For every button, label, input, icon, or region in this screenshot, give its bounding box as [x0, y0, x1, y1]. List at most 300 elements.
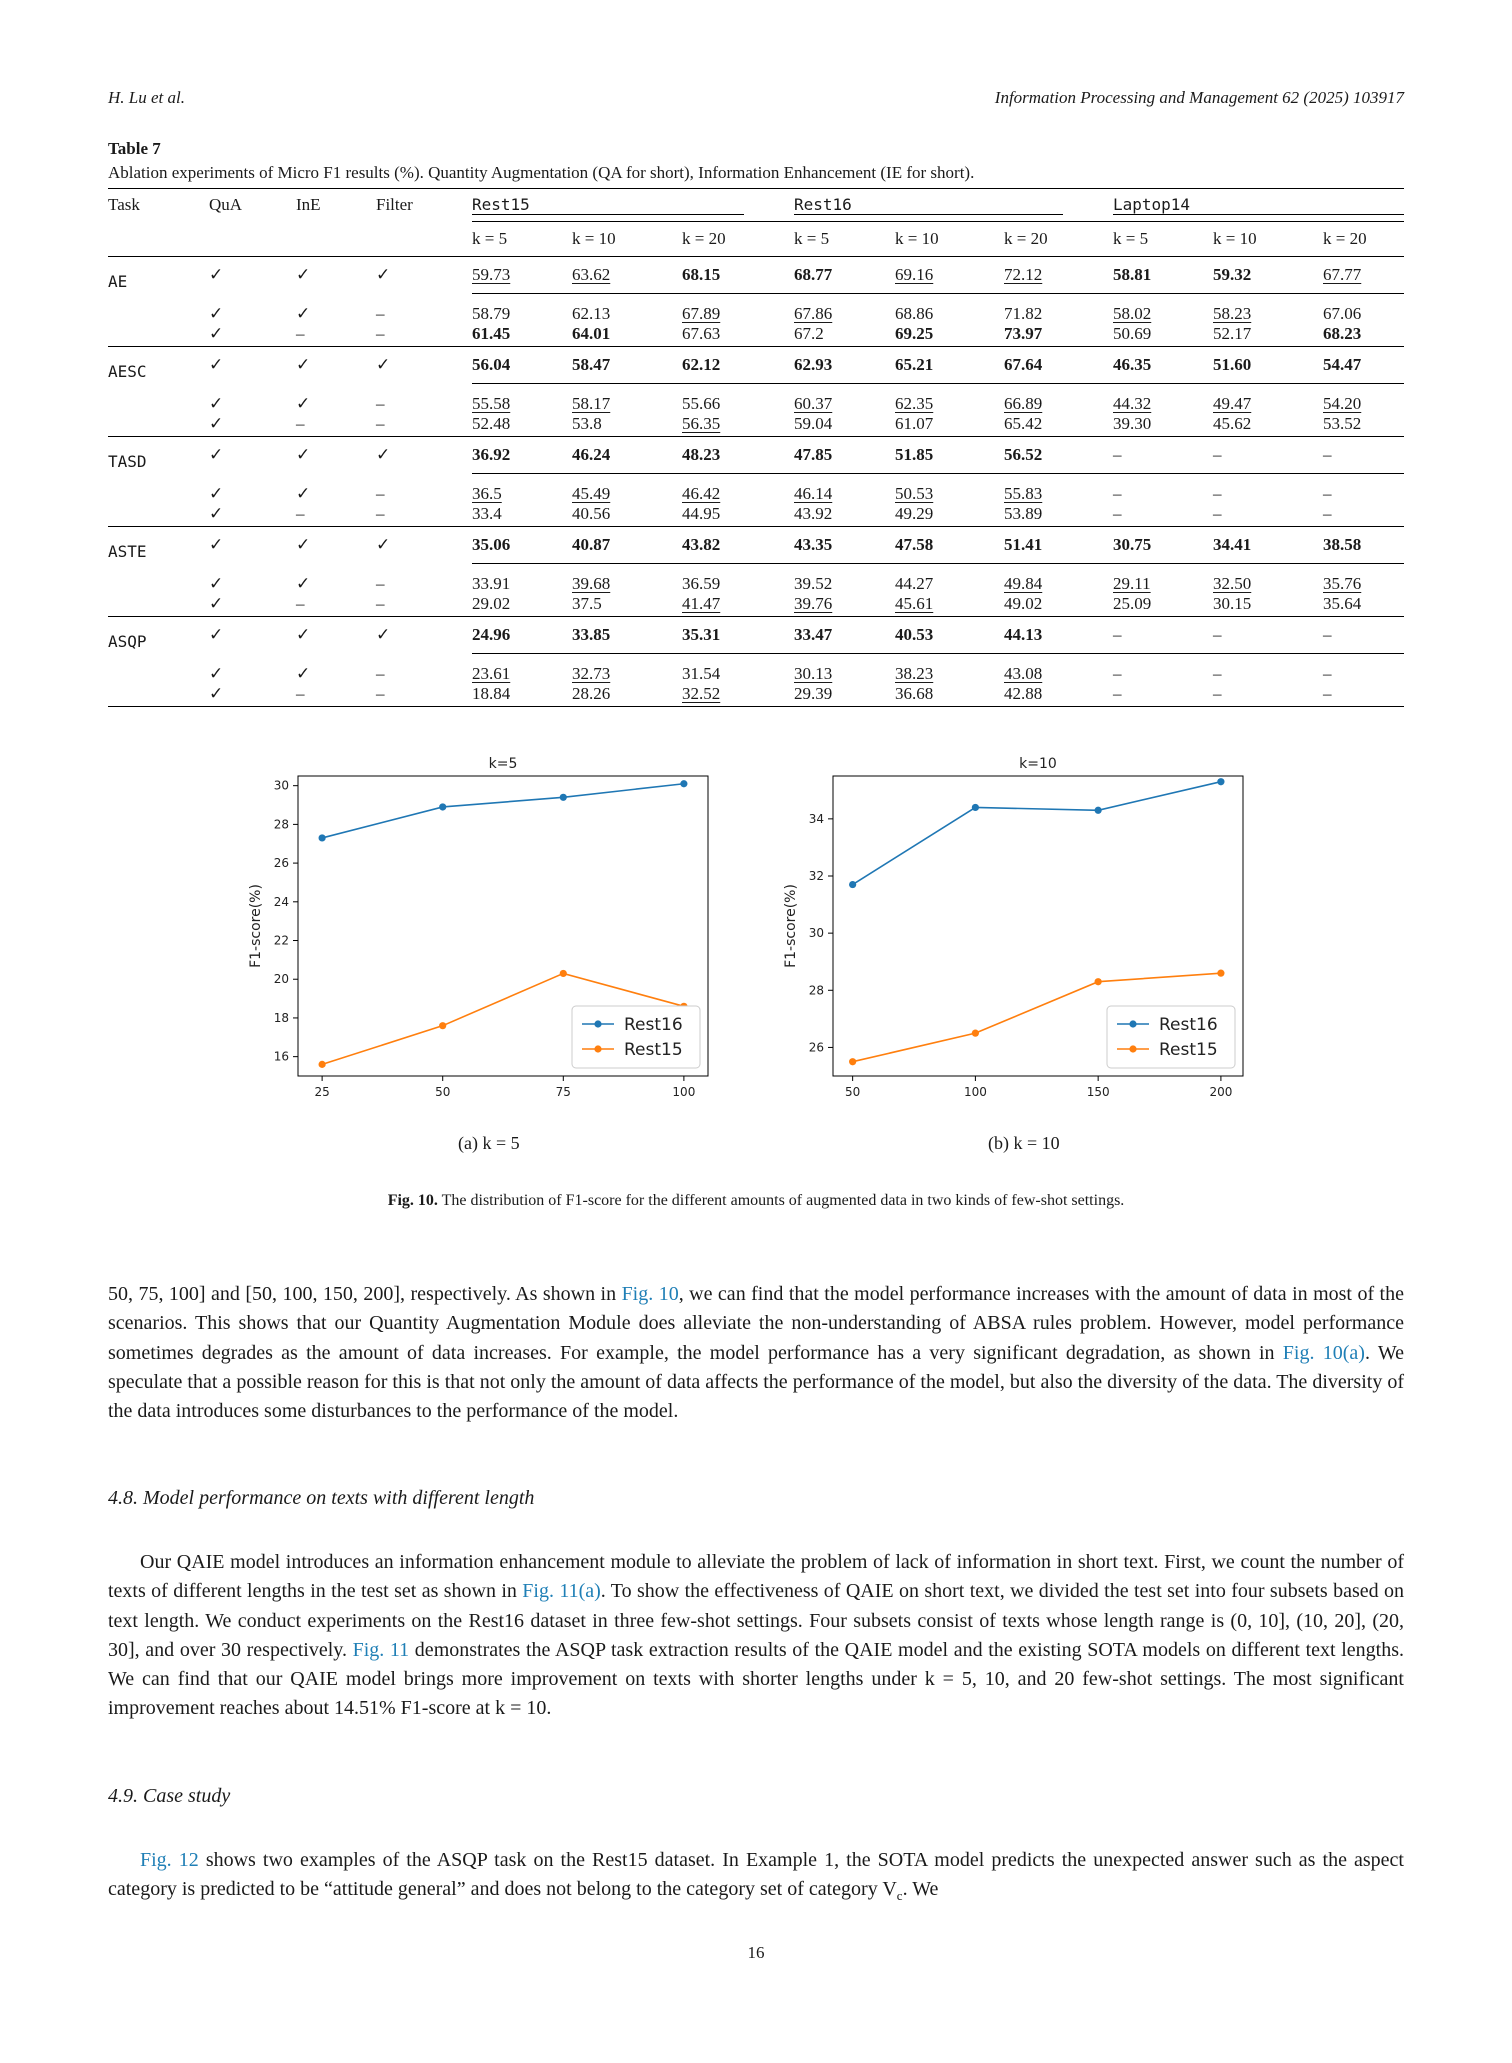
table-cell: 33.47 [794, 625, 833, 644]
flag-cell: ✓ [296, 304, 311, 323]
flag-cell: ✓ [209, 257, 296, 294]
link-fig12[interactable]: Fig. 12 [140, 1849, 199, 1871]
para3-text-a: shows two examples of the ASQP task on the Rest15 dataset. In Example 1, the SOTA model predicts the unexpected answer such as the aspect category is predicted to be “attitude general” and does not belong to the category set of category V [108, 1849, 1404, 1901]
y-tick-label: 18 [273, 1010, 289, 1025]
flag-cell: – [296, 684, 376, 707]
chart-k5 [248, 748, 718, 1108]
y-tick-label: 22 [273, 933, 289, 948]
table-cell: 39.30 [1113, 414, 1152, 433]
table-cell: – [1113, 484, 1122, 503]
flag-cell: ✓ [209, 324, 224, 343]
table-cell: 64.01 [572, 324, 611, 343]
table-cell: 68.77 [794, 265, 833, 284]
table-cell: 32.52 [682, 684, 721, 703]
table-cell: 71.82 [1004, 304, 1043, 323]
table-cell: 29.11 [1113, 574, 1151, 593]
table-cell: 35.06 [472, 535, 511, 554]
table-cell: 50.69 [1113, 324, 1152, 343]
running-header [108, 88, 1404, 112]
link-fig10a[interactable]: Fig. 10(a) [1282, 1341, 1365, 1364]
col-header-ine: InE [296, 189, 376, 222]
table-cell: 49.02 [1004, 594, 1043, 613]
table-cell: 42.88 [1004, 684, 1043, 703]
flag-cell: ✓ [209, 617, 296, 654]
table-cell: 67.89 [682, 304, 721, 323]
flag-cell: ✓ [296, 617, 376, 654]
table-cell: 69.25 [895, 324, 934, 343]
legend-label: Rest15 [1159, 1040, 1218, 1060]
table-cell: 40.87 [572, 535, 611, 554]
table-cell: 36.5 [472, 484, 502, 503]
subcaption-b: (b) k = 10 [988, 1133, 1060, 1153]
flag-cell: – [296, 324, 305, 343]
table-row [108, 414, 1404, 437]
task-label: ASTE [108, 541, 147, 561]
flag-cell: ✓ [296, 437, 376, 474]
data-point [1217, 970, 1224, 977]
table-cell: 29.39 [794, 684, 833, 703]
flag-cell: ✓ [296, 257, 376, 294]
table-cell: 35.31 [682, 625, 721, 644]
table-cell: 65.21 [895, 355, 934, 374]
table-cell: – [1213, 445, 1222, 464]
flag-cell: ✓ [209, 574, 224, 593]
flag-cell: ✓ [209, 504, 224, 523]
table-cell: – [1213, 625, 1222, 644]
table-cell: 51.41 [1004, 535, 1043, 554]
group-header-rest16: Rest16 [794, 195, 1063, 215]
table-cell: 45.49 [572, 484, 611, 503]
table-title: Table 7 [108, 139, 161, 158]
table-cell: 61.45 [472, 324, 511, 343]
y-tick-label: 30 [273, 778, 289, 793]
table-cell: 59.32 [1213, 265, 1252, 284]
table-cell: 43.35 [794, 535, 833, 554]
figure-caption-text: The distribution of F1-score for the different amounts of augmented data in two kinds of few-shot settings. [441, 1192, 1125, 1209]
table-cell: – [1323, 625, 1332, 644]
table-cell: 68.86 [895, 304, 934, 323]
table-cell: 53.8 [572, 414, 602, 433]
table-cell: 50.53 [895, 484, 934, 503]
data-point [319, 834, 326, 841]
y-tick-label: 28 [273, 817, 289, 832]
para2-text-a: Our QAIE model introduces an information enhancement module to alleviate the problem of lack of information in short text. First, we count the number of texts of different lengths in the test set as shown in [108, 1551, 1404, 1603]
table-cell: 58.81 [1113, 265, 1152, 284]
table-cell: 45.62 [1213, 414, 1252, 433]
flag-cell: ✓ [209, 394, 224, 413]
legend-marker [594, 1020, 601, 1027]
flag-cell: – [296, 504, 305, 523]
x-tick-label: 150 [1086, 1085, 1110, 1099]
k-header: k = 10 [895, 222, 1004, 257]
flag-cell: – [376, 684, 472, 707]
table-cell: 28.26 [572, 684, 611, 703]
k-header: k = 5 [472, 222, 572, 257]
flag-cell: ✓ [209, 664, 224, 683]
flag-cell: ✓ [209, 347, 296, 384]
chart-svg [248, 748, 718, 1108]
table-cell: 35.64 [1323, 594, 1362, 613]
table-cell: – [1213, 684, 1222, 703]
task-label: AE [108, 271, 128, 291]
chart-k10 [783, 748, 1253, 1108]
data-point [1095, 807, 1102, 814]
flag-cell: ✓ [296, 394, 311, 413]
table-cell: 55.83 [1004, 484, 1043, 503]
table-row [108, 654, 1404, 685]
table-cell: 62.13 [572, 304, 611, 323]
table-cell: 54.47 [1323, 355, 1362, 374]
table-cell: 49.84 [1004, 574, 1043, 593]
table-row [108, 347, 1404, 384]
paragraph-results [108, 1280, 1404, 1426]
table-cell: 37.5 [572, 594, 602, 613]
table-cell: 46.42 [682, 484, 721, 503]
task-label: AESC [108, 361, 147, 381]
table-cell: 46.24 [572, 445, 611, 464]
table-cell: 59.73 [472, 265, 511, 284]
group-header-laptop14: Laptop14 [1113, 195, 1404, 215]
table-cell: 39.52 [794, 574, 833, 593]
table-cell: 44.27 [895, 574, 934, 593]
table-cell: 39.68 [572, 574, 611, 593]
table-cell: 33.85 [572, 625, 611, 644]
table-cell: 58.47 [572, 355, 611, 374]
table-row [108, 617, 1404, 654]
table-caption: Ablation experiments of Micro F1 results (%). Quantity Augmentation (QA for short), Information Enhancement (IE for short). [108, 163, 975, 182]
table-cell: – [1213, 504, 1222, 523]
legend-marker [1129, 1020, 1136, 1027]
data-point [439, 1022, 446, 1029]
k-header: k = 10 [572, 222, 682, 257]
table-cell: 32.73 [572, 664, 611, 683]
flag-cell: – [376, 594, 385, 613]
y-axis-label: F1-score(%) [248, 884, 264, 968]
table-cell: – [1113, 504, 1122, 523]
table-cell: 53.89 [1004, 504, 1043, 523]
flag-cell: – [296, 414, 305, 433]
y-tick-label: 24 [273, 894, 289, 909]
table-cell: 73.97 [1004, 324, 1043, 343]
table-cell: 45.61 [895, 594, 934, 613]
table-cell: 30.13 [794, 664, 833, 683]
flag-cell: ✓ [376, 617, 472, 654]
table-cell: – [1213, 664, 1222, 683]
table-cell: 62.35 [895, 394, 934, 413]
table-cell: 18.84 [472, 684, 511, 703]
table-cell: – [1323, 484, 1332, 503]
y-axis-label: F1-score(%) [783, 884, 799, 968]
table-row [108, 437, 1404, 474]
table-cell: 59.04 [794, 414, 833, 433]
table-cell: 52.48 [472, 414, 511, 433]
table-cell: 23.61 [472, 664, 511, 683]
table-cell: 36.68 [895, 684, 934, 703]
data-point [1217, 778, 1224, 785]
chart-title: k=5 [488, 756, 518, 772]
table-cell: 41.47 [682, 594, 721, 613]
table-row [108, 257, 1404, 294]
para2-text-c: demonstrates the ASQP task extraction results of the QAIE model and the existing SOTA models on different text lengths. We can find that our QAIE model brings more improvement on texts with shorter lengths under k = 5, 10, and 20 few-shot settings. The most significant improvement reaches about 14.51% F1-score at k = 10. [108, 1638, 1404, 1720]
flag-cell: ✓ [209, 414, 224, 433]
flag-cell: ✓ [209, 594, 224, 613]
table-cell: 53.52 [1323, 414, 1362, 433]
flag-cell: ✓ [296, 484, 311, 503]
flag-cell: ✓ [209, 527, 296, 564]
table-cell: 29.02 [472, 594, 511, 613]
table-cell: 55.66 [682, 394, 721, 413]
table-cell: 60.37 [794, 394, 833, 413]
table-cell: 67.86 [794, 304, 833, 323]
table-cell: 46.35 [1113, 355, 1152, 374]
x-tick-label: 50 [845, 1085, 861, 1099]
table-cell: 51.85 [895, 445, 934, 464]
page-number: 16 [747, 1943, 765, 1962]
y-tick-label: 34 [808, 811, 824, 826]
legend-marker [1129, 1045, 1136, 1052]
header-authors: H. Lu et al. [108, 88, 185, 107]
table-cell: 66.89 [1004, 394, 1043, 413]
table-cell: 44.13 [1004, 625, 1043, 644]
table-cell: 40.56 [572, 504, 611, 523]
table-cell: 48.23 [682, 445, 721, 464]
chart-svg [783, 748, 1253, 1108]
table-row [108, 527, 1404, 564]
series-line-rest16 [853, 782, 1221, 885]
table-cell: 58.79 [472, 304, 511, 323]
flag-cell: – [376, 394, 385, 413]
header-journal: Information Processing and Management 62 (2025) 103917 [994, 88, 1404, 107]
table-cell: 39.76 [794, 594, 833, 613]
para3-subscript: c [896, 1888, 903, 1904]
table-cell: – [1213, 484, 1222, 503]
flag-cell: – [376, 664, 385, 683]
table-cell: 40.53 [895, 625, 934, 644]
table-cell: 47.85 [794, 445, 833, 464]
paragraph-case-study [108, 1846, 1404, 1911]
table-cell: 36.92 [472, 445, 511, 464]
table-cell: – [1113, 445, 1122, 464]
table-cell: – [1323, 504, 1332, 523]
paragraph-text-length [108, 1548, 1404, 1724]
k-header: k = 5 [794, 222, 895, 257]
table-cell: 67.63 [682, 324, 721, 343]
para2-text-b: . To show the effectiveness of QAIE on short text, we divided the test set into four subsets based on text length. We conduct experiments on the Rest16 dataset in three few-shot settings. Four subsets consist of texts whose length range is (0, 10], (10, 20], (20, 30], and over 30 respectively. [108, 1580, 1404, 1661]
table-cell: 49.29 [895, 504, 934, 523]
flag-cell: – [376, 304, 385, 323]
table-cell: 35.76 [1323, 574, 1362, 593]
section-heading-4-8: 4.8. Model performance on texts with different length [108, 1487, 535, 1509]
x-tick-label: 25 [314, 1085, 330, 1099]
para3-text-b: . We [902, 1878, 939, 1901]
para1-text-b: , we can find that the model performance increases with the amount of data in most of the scenarios. This shows that our Quantity Augmentation Module does alleviate the non-understanding of ABSA rules problem. However, model performance sometimes degrades as the amount of data increases. For example, the model performance has a very significant degradation, as shown in [108, 1283, 1404, 1364]
legend-label: Rest16 [1159, 1015, 1218, 1035]
col-header-filter: Filter [376, 189, 472, 222]
legend-label: Rest16 [624, 1015, 683, 1035]
table-cell: 68.15 [682, 265, 721, 284]
table-row [108, 684, 1404, 707]
table-cell: 56.35 [682, 414, 721, 433]
table-cell: 33.91 [472, 574, 511, 593]
link-fig10[interactable]: Fig. 10 [621, 1283, 679, 1305]
table-cell: 24.96 [472, 625, 511, 644]
table-cell: 52.17 [1213, 324, 1252, 343]
legend-marker [594, 1045, 601, 1052]
ablation-table [108, 188, 1404, 707]
table-row [108, 324, 1404, 347]
flag-cell: ✓ [376, 347, 472, 384]
table-cell: 30.15 [1213, 594, 1252, 613]
section-heading-4-9: 4.9. Case study [108, 1785, 231, 1807]
x-tick-label: 100 [672, 1085, 696, 1099]
table-cell: 25.09 [1113, 594, 1152, 613]
table-row [108, 474, 1404, 505]
x-tick-label: 100 [963, 1085, 987, 1099]
figure-caption-label: Fig. 10. [387, 1192, 438, 1209]
table-cell: 49.47 [1213, 394, 1252, 413]
data-point [560, 970, 567, 977]
flag-cell: ✓ [296, 347, 376, 384]
y-tick-label: 28 [808, 983, 824, 998]
data-point [849, 881, 856, 888]
table-cell: 58.02 [1113, 304, 1152, 323]
data-point [972, 804, 979, 811]
k-header: k = 10 [1213, 222, 1323, 257]
table-cell: 69.16 [895, 265, 934, 284]
col-header-qua: QuA [209, 189, 296, 222]
table-cell: 62.12 [682, 355, 721, 374]
flag-cell: ✓ [376, 527, 472, 564]
flag-cell: – [376, 504, 385, 523]
link-fig11a[interactable]: Fig. 11(a) [522, 1580, 601, 1603]
table-row [108, 564, 1404, 595]
data-point [972, 1030, 979, 1037]
y-tick-label: 16 [273, 1049, 289, 1064]
table-row [108, 594, 1404, 617]
table-cell: 31.54 [682, 664, 721, 683]
table-cell: – [1323, 684, 1332, 703]
chart-title: k=10 [1019, 756, 1057, 772]
para1-text-a: 50, 75, 100] and [50, 100, 150, 200], respectively. As shown in [108, 1283, 622, 1305]
table-cell: 55.58 [472, 394, 511, 413]
table-cell: 44.95 [682, 504, 721, 523]
table-cell: 46.14 [794, 484, 833, 503]
k-header: k = 20 [1323, 222, 1404, 257]
table-cell: 32.50 [1213, 574, 1252, 593]
table-cell: 61.07 [895, 414, 934, 433]
table-cell: 58.23 [1213, 304, 1252, 323]
table-row [108, 294, 1404, 325]
table-cell: 43.82 [682, 535, 721, 554]
k-header: k = 20 [682, 222, 794, 257]
subcaption-a: (a) k = 5 [458, 1133, 520, 1153]
y-tick-label: 26 [273, 856, 289, 871]
flag-cell: – [376, 324, 385, 343]
table-cell: 30.75 [1113, 535, 1152, 554]
y-tick-label: 20 [273, 972, 289, 987]
table-cell: 44.32 [1113, 394, 1152, 413]
table-cell: – [1113, 625, 1122, 644]
flag-cell: ✓ [296, 527, 376, 564]
table-row [108, 384, 1404, 415]
table-cell: 47.58 [895, 535, 934, 554]
legend-label: Rest15 [624, 1040, 683, 1060]
k-header: k = 20 [1004, 222, 1113, 257]
table-cell: 54.20 [1323, 394, 1362, 413]
flag-cell: ✓ [209, 684, 296, 707]
x-tick-label: 50 [435, 1085, 451, 1099]
table-cell: 43.08 [1004, 664, 1043, 683]
flag-cell: ✓ [209, 484, 224, 503]
link-fig11[interactable]: Fig. 11 [352, 1638, 410, 1661]
group-header-rest15: Rest15 [472, 195, 744, 215]
figure-caption [108, 1192, 1404, 1210]
table-cell: 67.2 [794, 324, 824, 343]
k-header: k = 5 [1113, 222, 1213, 257]
flag-cell: ✓ [296, 664, 311, 683]
table-cell: 56.04 [472, 355, 511, 374]
x-tick-label: 200 [1209, 1085, 1233, 1099]
flag-cell: ✓ [376, 437, 472, 474]
flag-cell: ✓ [209, 437, 296, 474]
flag-cell: – [376, 574, 385, 593]
table-cell: 36.59 [682, 574, 721, 593]
flag-cell: ✓ [296, 574, 311, 593]
table-cell: 62.93 [794, 355, 833, 374]
table-cell: – [1323, 664, 1332, 683]
y-tick-label: 26 [808, 1040, 824, 1055]
table-cell: 67.77 [1323, 265, 1362, 284]
flag-cell: – [376, 484, 385, 503]
table-row [108, 504, 1404, 527]
table-cell: 33.4 [472, 504, 502, 523]
table-cell: 67.64 [1004, 355, 1043, 374]
table-cell: 43.92 [794, 504, 833, 523]
data-point [439, 803, 446, 810]
data-point [680, 780, 687, 787]
y-tick-label: 32 [808, 869, 824, 883]
data-point [1095, 978, 1102, 985]
table-cell: – [1113, 664, 1122, 683]
series-line-rest16 [322, 784, 684, 838]
flag-cell: – [296, 594, 305, 613]
y-tick-label: 30 [808, 926, 824, 941]
para1-text-c: . We speculate that a possible reason for this is that not only the amount of data affects the performance of the model, but also the diversity of the data. The diversity of the data introduces some disturbances to the performance of the model. [108, 1341, 1404, 1423]
task-label: ASQP [108, 631, 147, 651]
table-cell: 38.23 [895, 664, 934, 683]
table-cell: 65.42 [1004, 414, 1043, 433]
table-cell: 34.41 [1213, 535, 1252, 554]
table-cell: 56.52 [1004, 445, 1043, 464]
data-point [319, 1061, 326, 1068]
table-cell: 67.06 [1323, 304, 1362, 323]
task-label: TASD [108, 451, 147, 471]
table-cell: – [1323, 445, 1332, 464]
flag-cell: ✓ [209, 304, 224, 323]
table-cell: 58.17 [572, 394, 611, 413]
flag-cell: ✓ [376, 257, 472, 294]
flag-cell: – [376, 414, 385, 433]
table-cell: 68.23 [1323, 324, 1362, 343]
table-cell: 63.62 [572, 265, 611, 284]
table-cell: 72.12 [1004, 265, 1043, 284]
table-cell: – [1113, 684, 1122, 703]
col-header-task: Task [108, 189, 209, 222]
table-cell: 51.60 [1213, 355, 1252, 374]
x-tick-label: 75 [555, 1085, 571, 1099]
data-point [849, 1058, 856, 1065]
table-cell: 38.58 [1323, 535, 1362, 554]
